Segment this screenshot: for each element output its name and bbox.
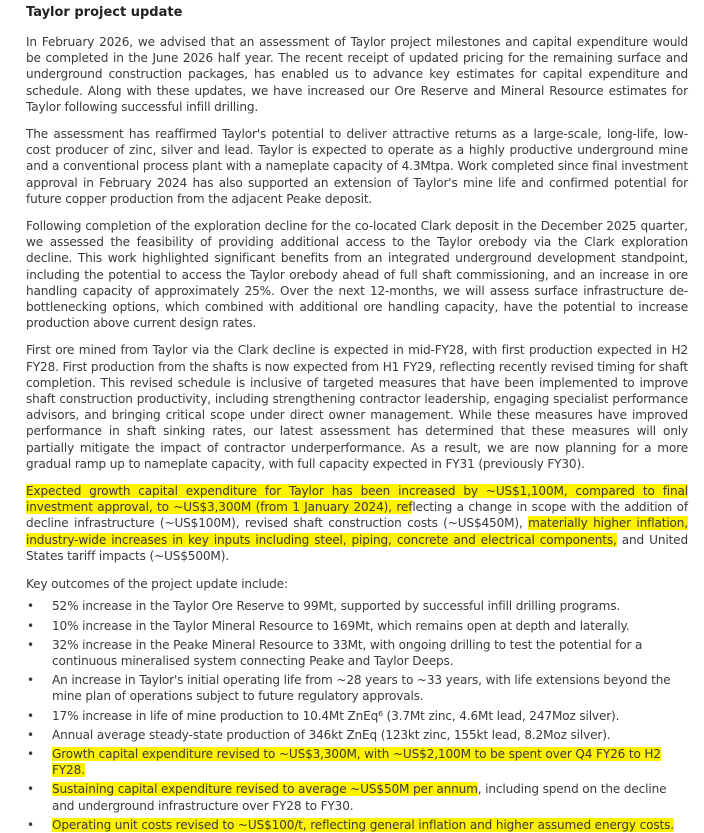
- bullet-icon: •: [27, 727, 34, 742]
- outcomes-list: [26, 598, 688, 833]
- text-scope-change: lecting a change in scope with the addition of decline infrastructure (~US$100M), revised shaft construction costs (~US$450M),: [26, 500, 688, 531]
- bullet-icon: •: [27, 618, 34, 633]
- list-item: • Annual average steady-state production of 346kt ZnEq (123kt zinc, 155kt lead, 8.2Moz silver).: [27, 727, 611, 742]
- highlight-operating-costs: Operating unit costs revised to ~US$100/t, reflecting general inflation and higher assumed energy costs.: [52, 817, 674, 832]
- list-item: • Sustaining capital expenditure revised to average ~US$50M per annum, including spend on the decline and underground infrastructure over FY28 to FY30.: [27, 782, 667, 813]
- highlight-growth-capex: Expected growth capital expenditure for Taylor has been increased by ~US$1,100M, compared to final investment approval, to ~US$3,300M (from 1 January 2024), ref: [26, 484, 688, 515]
- highlight-growth-capex-revised: Growth capital expenditure revised to ~US$3,300M, with ~US$2,100M to be spent over Q4 FY26 to H2 FY28.: [52, 746, 661, 778]
- list-item: • 17% increase in life of mine production to 10.4Mt ZnEq⁶ (3.7Mt zinc, 4.6Mt lead, 247Moz silver).: [27, 708, 620, 723]
- highlight-sustaining-capex: Sustaining capital expenditure revised to average ~US$50M per annum: [52, 782, 478, 797]
- text-tariff-impacts: and United States tariff impacts (~US$500M).: [26, 532, 688, 563]
- bullet-icon: •: [27, 637, 34, 652]
- list-item: • 52% increase in the Taylor Ore Reserve to 99Mt, supported by successful infill drilling programs.: [27, 599, 621, 614]
- bullet-icon: •: [27, 708, 34, 723]
- document-page: [26, 0, 688, 833]
- list-item: [26, 746, 688, 778]
- paragraph-reaffirmed-potential: The assessment has reaffirmed Taylor's potential to deliver attractive returns as a large-scale, long-life, low-cost producer of zinc, silver and lead. Taylor is expected to operate as a highly productive underground mine and a conventional process plant with a nameplate capacity of 4.3Mtpa. Work completed since final investment approval in February 2024 has also supported an extension of Taylor's mine life and confirmed potential for future copper production from the adjacent Peake deposit.: [26, 127, 688, 206]
- bullet-icon: •: [27, 782, 34, 797]
- bullet-icon: •: [27, 599, 34, 614]
- bullet-icon: •: [27, 673, 34, 688]
- paragraph-capital-expenditure: [26, 483, 688, 564]
- list-item: [26, 817, 688, 833]
- list-item: • An increase in Taylor's initial operating life from ~28 years to ~33 years, with life extensions beyond the mine plan of operations subject to future regulatory approvals.: [27, 673, 671, 704]
- list-item: • 10% increase in the Taylor Mineral Resource to 169Mt, which remains open at depth and laterally.: [27, 618, 630, 633]
- section-title: Taylor project update: [26, 5, 183, 20]
- outcomes-intro: Key outcomes of the project update include:: [26, 577, 288, 592]
- bullet-icon: •: [27, 817, 34, 832]
- list-item: • 32% increase in the Peake Mineral Resource to 33Mt, with ongoing drilling to test the potential for a continuous mineralised system connecting Peake and Taylor Deeps.: [27, 637, 643, 668]
- paragraph-clark-decline: Following completion of the exploration decline for the co-located Clark deposit in the December 2025 quarter, we assessed the feasibility of providing additional access to the Taylor orebody via the Clark exploration decline. This work highlighted significant benefits from an integrated underground development standpoint, including the potential to access the Taylor orebody ahead of full shaft commissioning, and an increase in ore handling capacity of approximately 25%. Over the next 12-months, we will assess surface infrastructure de-bottlenecking options, which combined with additional ore handling capacity, have the potential to increase production above current design rates.: [26, 219, 688, 331]
- highlight-inflation: materially higher inflation, industry-wide increases in key inputs including steel, piping, concrete and electrical components,: [26, 516, 688, 547]
- paragraph-assessment-intro: In February 2026, we advised that an assessment of Taylor project milestones and capital expenditure would be completed in the June 2026 half year. The recent receipt of updated pricing for the remaining surface and underground construction packages, has enabled us to advance key estimates for capital expenditure and schedule. Along with these updates, we have increased our Ore Reserve and Mineral Resource estimates for Taylor following successful infill drilling.: [26, 35, 688, 114]
- paragraph-first-ore-schedule: First ore mined from Taylor via the Clark decline is expected in mid-FY28, with first production expected in H2 FY28. First production from the shafts is now expected from H1 FY29, reflecting recently revised timing for shaft completion. This revised schedule is inclusive of targeted measures that have been implemented to improve shaft construction productivity, including strengthening contractor leadership, engaging specialist performance advisors, and bringing critical scope under direct owner management. While these measures have improved performance in shaft sinking rates, our latest assessment has determined that these measures will only partially mitigate the impact of contractor underperformance. As a result, we are now planning for a more gradual ramp up to nameplate capacity, with full capacity expected in FY31 (previously FY30).: [26, 343, 688, 471]
- bullet-icon: •: [27, 746, 34, 761]
